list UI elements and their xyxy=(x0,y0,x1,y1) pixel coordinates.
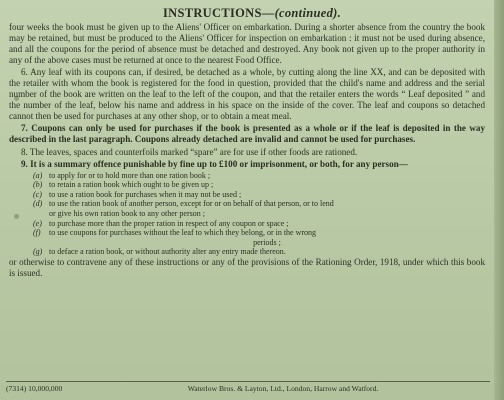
title-dash: — xyxy=(261,6,275,20)
offence-label: (g) xyxy=(33,247,43,257)
paragraph-8: 8. The leaves, spaces and counterfoils marked “spare” are for use if other foods are rationed. xyxy=(21,146,358,157)
offence-continuation: periods ; xyxy=(253,237,281,247)
offence-item xyxy=(33,180,485,190)
offence-item xyxy=(33,190,485,200)
offence-item xyxy=(33,219,485,229)
title-text: INSTRUCTIONS xyxy=(162,6,262,20)
printer-imprint: Waterlow Bros. & Layton, Ltd., London, Harrow and Watford. xyxy=(187,384,379,393)
offence-item xyxy=(33,228,485,247)
offence-label: (d) xyxy=(33,199,43,209)
offence-text: to use the ration book of another person, except for or on behalf of that person, or to lend xyxy=(49,199,334,209)
paragraph-6: 6. Any leaf with its coupons can, if desired, be detached as a whole, by cutting along the line XX, and can be deposited with the retailer with whom the book is registered for the food in question, provided that the child's name and address and the serial number of the book are written on the leaf to the left of the coupon, and that the retailer enters the words “ Leaf deposited ” and the number of the leaf, below his name and address in his space on the inside of the cover. The leaf and coupons so detached cannot then be used for purchases at any other shop, or to obtain a meat meal. xyxy=(9,67,485,122)
offence-item xyxy=(33,199,485,218)
offence-continuation: or give his own ration book to any other person ; xyxy=(49,208,205,218)
offence-label: (e) xyxy=(33,218,42,228)
instructions-body xyxy=(9,22,485,280)
print-code: (7314) 10,000,000 xyxy=(6,384,63,393)
offence-item xyxy=(33,171,485,181)
offence-label: (c) xyxy=(33,189,42,199)
offence-label: (f) xyxy=(33,228,41,238)
offence-item xyxy=(33,247,485,257)
paragraph-intro: four weeks the book must be given up to the Aliens' Officer on embarkation. During a shorter absence from the country the book may be retained, but must be produced to the Aliens' Officer for inspection on embarkation : it must not be used during absence, and all the coupons for the period of absence must be detached and destroyed. Any book not given up to the proper authority in any of the above cases must be returned at once to the nearest Food Office. xyxy=(9,22,485,66)
page-title xyxy=(0,6,504,21)
paragraph-7: 7. Coupons can only be used for purchases if the book is presented as a whole or if the leaf is deposited in the way described in the last paragraph. Coupons already detached are invalid and cannot be used for purchases. xyxy=(9,123,485,145)
offence-text: to purchase more than the proper ration in respect of any coupon or space ; xyxy=(49,218,289,228)
offence-text: to deface a ration book, or without authority alter any entry made thereon. xyxy=(49,247,286,257)
paragraph-closing: or otherwise to contravene any of these instructions or any of the provisions of the Rationing Order, 1918, under which this book is issued. xyxy=(9,256,485,278)
offence-label: (a) xyxy=(33,170,43,180)
binding-edge xyxy=(494,0,504,400)
offence-text: to apply for or to hold more than one ration book ; xyxy=(49,170,211,180)
title-continued: (continued). xyxy=(274,6,342,20)
paragraph-9: 9. It is a summary offence punishable by fine up to £100 or imprisonment, or both, for any person— xyxy=(21,158,408,169)
offence-text: to use a ration book for purchases when it may not be used ; xyxy=(49,189,242,199)
offence-label: (b) xyxy=(33,180,43,190)
offence-text: to retain a ration book which ought to be given up ; xyxy=(49,180,214,190)
printer-footer xyxy=(6,381,490,393)
offence-text: to use coupons for purchases without the leaf to which they belong, or in the wrong xyxy=(49,228,317,238)
